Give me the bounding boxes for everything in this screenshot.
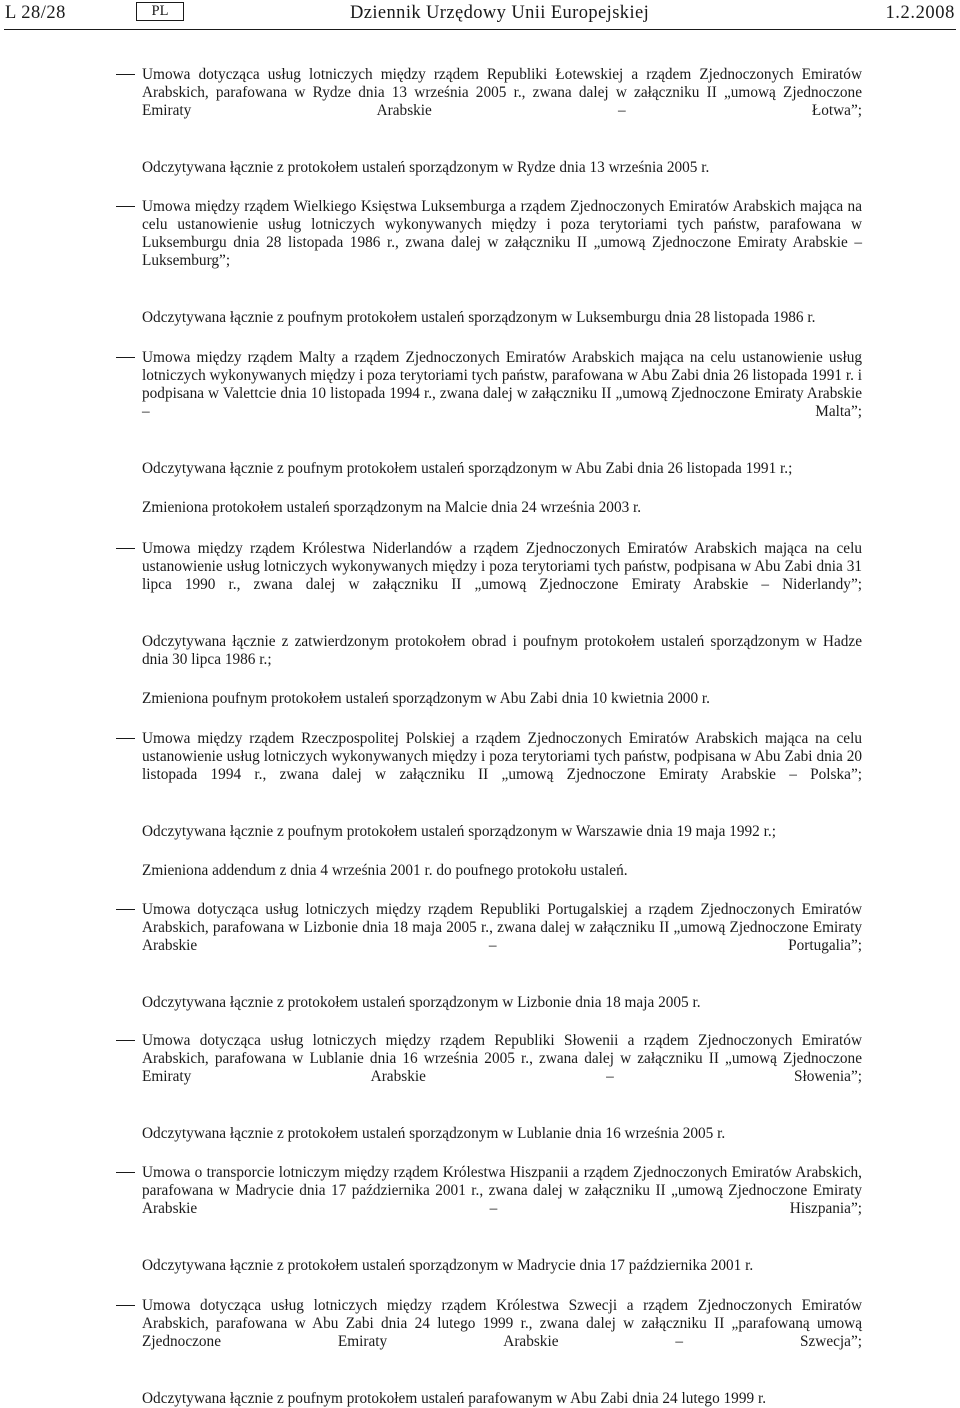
- journal-title: Dziennik Urzędowy Unii Europejskiej: [350, 3, 650, 23]
- agreement-text: [116, 540, 862, 612]
- agreement-entry-netherlands: [116, 540, 862, 708]
- agreement-text: [116, 66, 862, 138]
- page-reference: L 28/28: [5, 3, 66, 23]
- dash-bullet: [116, 909, 135, 910]
- agreement-description: Umowa między rządem Malty a rządem Zjednoczonych Emiratów Arabskich mająca na celu ustanowienie usług lotniczych wykonywanych między i poza terytoriami tych państw, parafowana w Abu Zabi dnia 26 listopada 1991 r. i podpisana w Valettcie dnia 10 listopada 1994 r., zwana dalej w załączniku II „umową Zjednoczone Emiraty Arabskie – Malta”;: [142, 349, 862, 420]
- dash-bullet: [116, 1040, 135, 1041]
- dash-bullet: [116, 1172, 135, 1173]
- agreement-text: [116, 198, 862, 288]
- agreement-description: Umowa dotycząca usług lotniczych między rządem Republiki Portugalskiej a rządem Zjednoczonych Emiratów Arabskich, parafowana w Lizbonie dnia 18 maja 2005 r., zwana dalej w załączniku II „umową Zjednoczone Emiraty Arabskie – Portugalia”;: [142, 901, 862, 954]
- agreement-note: Odczytywana łącznie z protokołem ustaleń sporządzonym w Lizbonie dnia 18 maja 2005 r.: [142, 994, 701, 1011]
- agreement-note: Odczytywana łącznie z protokołem ustaleń sporządzonym w Rydze dnia 13 września 2005 r.: [142, 159, 710, 176]
- agreement-text: [116, 730, 862, 802]
- agreement-note: Odczytywana łącznie z protokołem ustaleń sporządzonym w Madrycie dnia 17 października 2001 r.: [142, 1257, 754, 1274]
- dash-bullet: [116, 357, 135, 358]
- agreement-description: Umowa między rządem Królestwa Niderlandów a rządem Zjednoczonych Emiratów Arabskich mająca na celu ustanowienie usług lotniczych wykonywanych między i poza terytoriami tych państw, podpisana w Abu Zabi dnia 31 lipca 1990 r., zwana dalej w załączniku II „umową Zjednoczone Emiraty Arabskie – Niderlandy”;: [142, 540, 862, 593]
- agreement-entry-spain: [116, 1164, 862, 1275]
- agreement-text: [116, 1032, 862, 1104]
- page-header: [0, 0, 960, 30]
- agreement-description: Umowa między rządem Wielkiego Księstwa Luksemburga a rządem Zjednoczonych Emiratów Arabskich mająca na celu ustanowienie usług lotniczych wykonywanych między i poza terytoriami tych państw, parafowana w Luksemburgu dnia 28 listopada 1986 r., zwana dalej w załączniku II „umową Zjednoczone Emiraty Arabskie – Luksemburg”;: [142, 198, 862, 269]
- agreement-description: Umowa między rządem Rzeczpospolitej Polskiej a rządem Zjednoczonych Emiratów Arabskich mająca na celu ustanowienie usług lotniczych wykonywanych między i poza terytoriami tych państw, podpisana w Abu Zabi dnia 20 listopada 1994 r., zwana dalej w załączniku II „umową Zjednoczone Emiraty Arabskie – Polska”;: [142, 730, 862, 783]
- agreement-note: Odczytywana łącznie z poufnym protokołem ustaleń sporządzonym w Abu Zabi dnia 26 listopada 1991 r.;: [142, 460, 793, 477]
- agreement-text: [116, 1297, 862, 1369]
- dash-bullet: [116, 1305, 135, 1306]
- agreement-text: [116, 349, 862, 439]
- agreement-entry-slovenia: [116, 1032, 862, 1143]
- agreement-entry-portugal: [116, 901, 862, 1012]
- agreement-note: Odczytywana łącznie z poufnym protokołem ustaleń sporządzonym w Luksemburgu dnia 28 listopada 1986 r.: [142, 309, 816, 326]
- agreement-description: Umowa dotycząca usług lotniczych między rządem Republiki Łotewskiej a rządem Zjednoczonych Emiratów Arabskich, parafowana w Rydze dnia 13 września 2005 r., zwana dalej w załączniku II „umową Zjednoczone Emiraty Arabskie – Łotwa”;: [142, 66, 862, 119]
- dash-bullet: [116, 74, 135, 75]
- agreement-entry-sweden: [116, 1297, 862, 1408]
- agreement-entry-poland: [116, 730, 862, 880]
- agreement-note: Odczytywana łącznie z poufnym protokołem ustaleń sporządzonym w Warszawie dnia 19 maja 1992 r.;: [142, 823, 776, 840]
- header-divider: [4, 29, 956, 30]
- agreement-entry-malta: [116, 349, 862, 517]
- agreement-description: Umowa dotycząca usług lotniczych między rządem Królestwa Szwecji a rządem Zjednoczonych Emiratów Arabskich, parafowana w Abu Zabi dnia 24 lutego 1999 r., zwana dalej w załączniku II „parafowaną umową Zjednoczone Emiraty Arabskie – Szwecja”;: [142, 1297, 862, 1350]
- dash-bullet: [116, 738, 135, 739]
- agreement-description: Umowa dotycząca usług lotniczych między rządem Republiki Słowenii a rządem Zjednoczonych Emiratów Arabskich, parafowana w Lublanie dnia 16 września 2005 r., zwana dalej w załączniku II „umową Zjednoczone Emiraty Arabskie – Słowenia”;: [142, 1032, 862, 1085]
- agreement-note: Odczytywana łącznie z protokołem ustaleń sporządzonym w Lublanie dnia 16 września 2005 r.: [142, 1125, 726, 1142]
- agreement-note: Zmieniona protokołem ustaleń sporządzonym na Malcie dnia 24 września 2003 r.: [142, 499, 642, 516]
- issue-date: 1.2.2008: [885, 3, 955, 23]
- agreement-description: Umowa o transporcie lotniczym między rządem Królestwa Hiszpanii a rządem Zjednoczonych Emiratów Arabskich, parafowana w Madrycie dnia 17 października 2001 r., zwana dalej w załączniku II „umową Zjednoczone Emiraty Arabskie – Hiszpania”;: [142, 1164, 862, 1217]
- agreement-entry-luxembourg: [116, 198, 862, 327]
- agreement-note: Zmieniona addendum z dnia 4 września 2001 r. do poufnego protokołu ustaleń.: [142, 862, 628, 879]
- dash-bullet: [116, 206, 135, 207]
- agreement-entry-latvia: [116, 66, 862, 177]
- agreement-note: Odczytywana łącznie z zatwierdzonym protokołem obrad i poufnym protokołem ustaleń sporządzonym w Hadze dnia 30 lipca 1986 r.;: [142, 633, 862, 668]
- dash-bullet: [116, 548, 135, 549]
- agreement-text: [116, 1164, 862, 1236]
- language-box: PL: [136, 2, 184, 21]
- agreement-text: [116, 901, 862, 973]
- agreement-note: Zmieniona poufnym protokołem ustaleń sporządzonym w Abu Zabi dnia 10 kwietnia 2000 r.: [142, 690, 711, 707]
- agreement-note: Odczytywana łącznie z poufnym protokołem ustaleń parafowanym w Abu Zabi dnia 24 lutego 1999 r.: [142, 1390, 767, 1407]
